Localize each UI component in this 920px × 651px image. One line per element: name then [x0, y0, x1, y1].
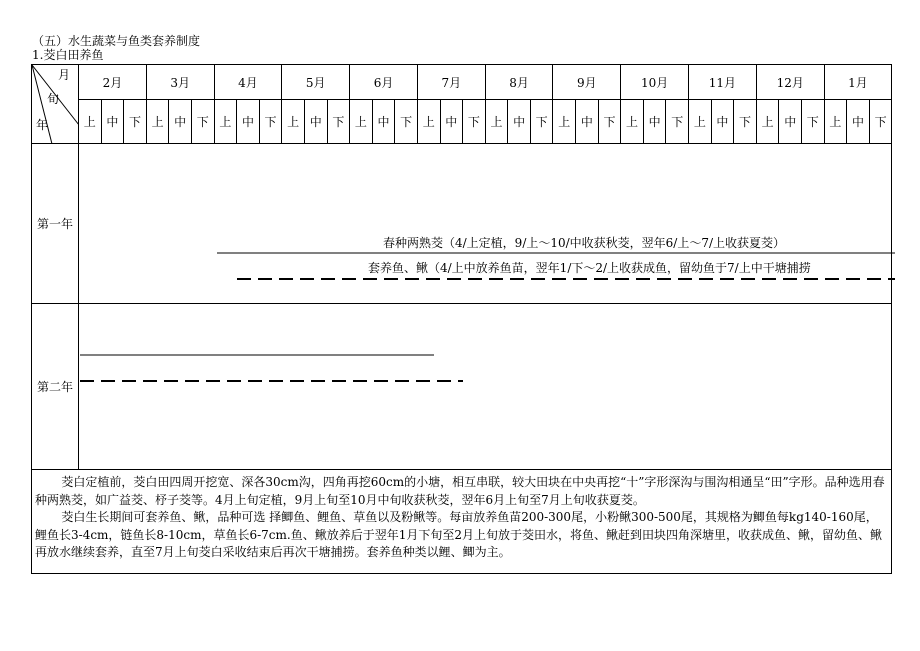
- period-header-cell: 下: [734, 100, 757, 144]
- period-header-cell: 中: [237, 100, 260, 144]
- period-header-cell: 上: [689, 100, 712, 144]
- month-header-cell: 3月: [146, 65, 214, 100]
- corner-period-label: 旬: [47, 92, 60, 106]
- month-header-cell: 12月: [756, 65, 824, 100]
- period-header-cell: 上: [756, 100, 779, 144]
- corner-month-label: 月: [58, 68, 71, 82]
- period-header-cell: 中: [847, 100, 870, 144]
- period-header-cell: 上: [553, 100, 576, 144]
- month-header-cell: 8月: [485, 65, 553, 100]
- month-header-cell: 7月: [417, 65, 485, 100]
- period-header-cell: 中: [304, 100, 327, 144]
- period-header-cell: 上: [282, 100, 305, 144]
- notes-paragraph-2: 茭白生长期间可套养鱼、鳅，品种可选 择鲫鱼、鲤鱼、草鱼以及粉鳅等。每亩放养鱼苗200-300尾，小粉鳅300-500尾，其规格为鲫鱼每kg140-160尾，鲤鱼长3-4cm，链鱼长8-10cm，草鱼长6-7cm.鱼、鳅放养后于翌年1月下旬至2月上旬放于茭田水，将鱼、鳅赶到田块四角深塘里，收获成鱼、鳅，留幼鱼、鳅再放水继续套养，直至7月上旬茭白采收结束后再次干塘捕捞。套养鱼种类以鲤、鲫为主。: [35, 510, 882, 559]
- period-header-cell: 下: [530, 100, 553, 144]
- period-header-cell: 上: [621, 100, 644, 144]
- month-header-cell: 11月: [689, 65, 757, 100]
- notes-paragraph-1: 茭白定植前，茭白田四周开挖宽、深各30cm沟，四角再挖60cm的小塘，相互串联，较大田块在中央再挖“十”字形深沟与围沟相通呈“田”字形。品种选用春种两熟茭，如广益茭、杼子茭等。4月上旬定植，9月上旬至10月中旬收获秋茭，翌年6月上旬至7月上旬收获夏茭。: [35, 475, 885, 507]
- year-two-label: 第二年: [32, 304, 79, 470]
- period-header-cell: 中: [169, 100, 192, 144]
- period-header-cell: 下: [124, 100, 147, 144]
- month-header-cell: 4月: [214, 65, 282, 100]
- period-header-cell: 下: [395, 100, 418, 144]
- period-header-cell: 上: [79, 100, 102, 144]
- period-header-cell: 下: [666, 100, 689, 144]
- period-header-cell: 下: [191, 100, 214, 144]
- period-header-cell: 下: [802, 100, 825, 144]
- period-header-cell: 上: [214, 100, 237, 144]
- period-header-cell: 中: [101, 100, 124, 144]
- period-header-cell: 下: [327, 100, 350, 144]
- fish-schedule-label: 套养鱼、鳅（4/上中放养鱼苗，翌年1/下～2/上收获成鱼，留幼鱼于7/上中干塘捕捞: [368, 261, 811, 275]
- period-header-cell: 中: [779, 100, 802, 144]
- period-header-cell: 上: [350, 100, 373, 144]
- period-header-cell: 上: [417, 100, 440, 144]
- period-header-cell: 中: [711, 100, 734, 144]
- year-one-label: 第一年: [32, 144, 79, 304]
- month-header-cell: 1月: [824, 65, 892, 100]
- period-header-cell: 上: [824, 100, 847, 144]
- month-header-cell: 2月: [79, 65, 147, 100]
- period-header-cell: 上: [485, 100, 508, 144]
- period-header-cell: 中: [643, 100, 666, 144]
- period-header-cell: 中: [440, 100, 463, 144]
- corner-year-label: 年: [36, 118, 49, 132]
- period-header-cell: 下: [598, 100, 621, 144]
- period-header-cell: 下: [463, 100, 486, 144]
- month-header-cell: 5月: [282, 65, 350, 100]
- subsection-title: 1.茭白田养鱼: [32, 48, 104, 62]
- month-header-cell: 10月: [621, 65, 689, 100]
- period-header-cell: 下: [259, 100, 282, 144]
- period-header-cell: 上: [146, 100, 169, 144]
- month-header-cell: 6月: [350, 65, 418, 100]
- section-title: （五）水生蔬菜与鱼类套养制度: [32, 34, 201, 48]
- crop-schedule-label: 春种两熟茭（4/上定植，9/上～10/中收获秋茭，翌年6/上～7/上收获夏茭）: [383, 236, 786, 250]
- period-header-cell: 中: [576, 100, 599, 144]
- period-header-cell: 下: [869, 100, 892, 144]
- month-header-cell: 9月: [553, 65, 621, 100]
- period-header-cell: 中: [508, 100, 531, 144]
- period-header-cell: 中: [372, 100, 395, 144]
